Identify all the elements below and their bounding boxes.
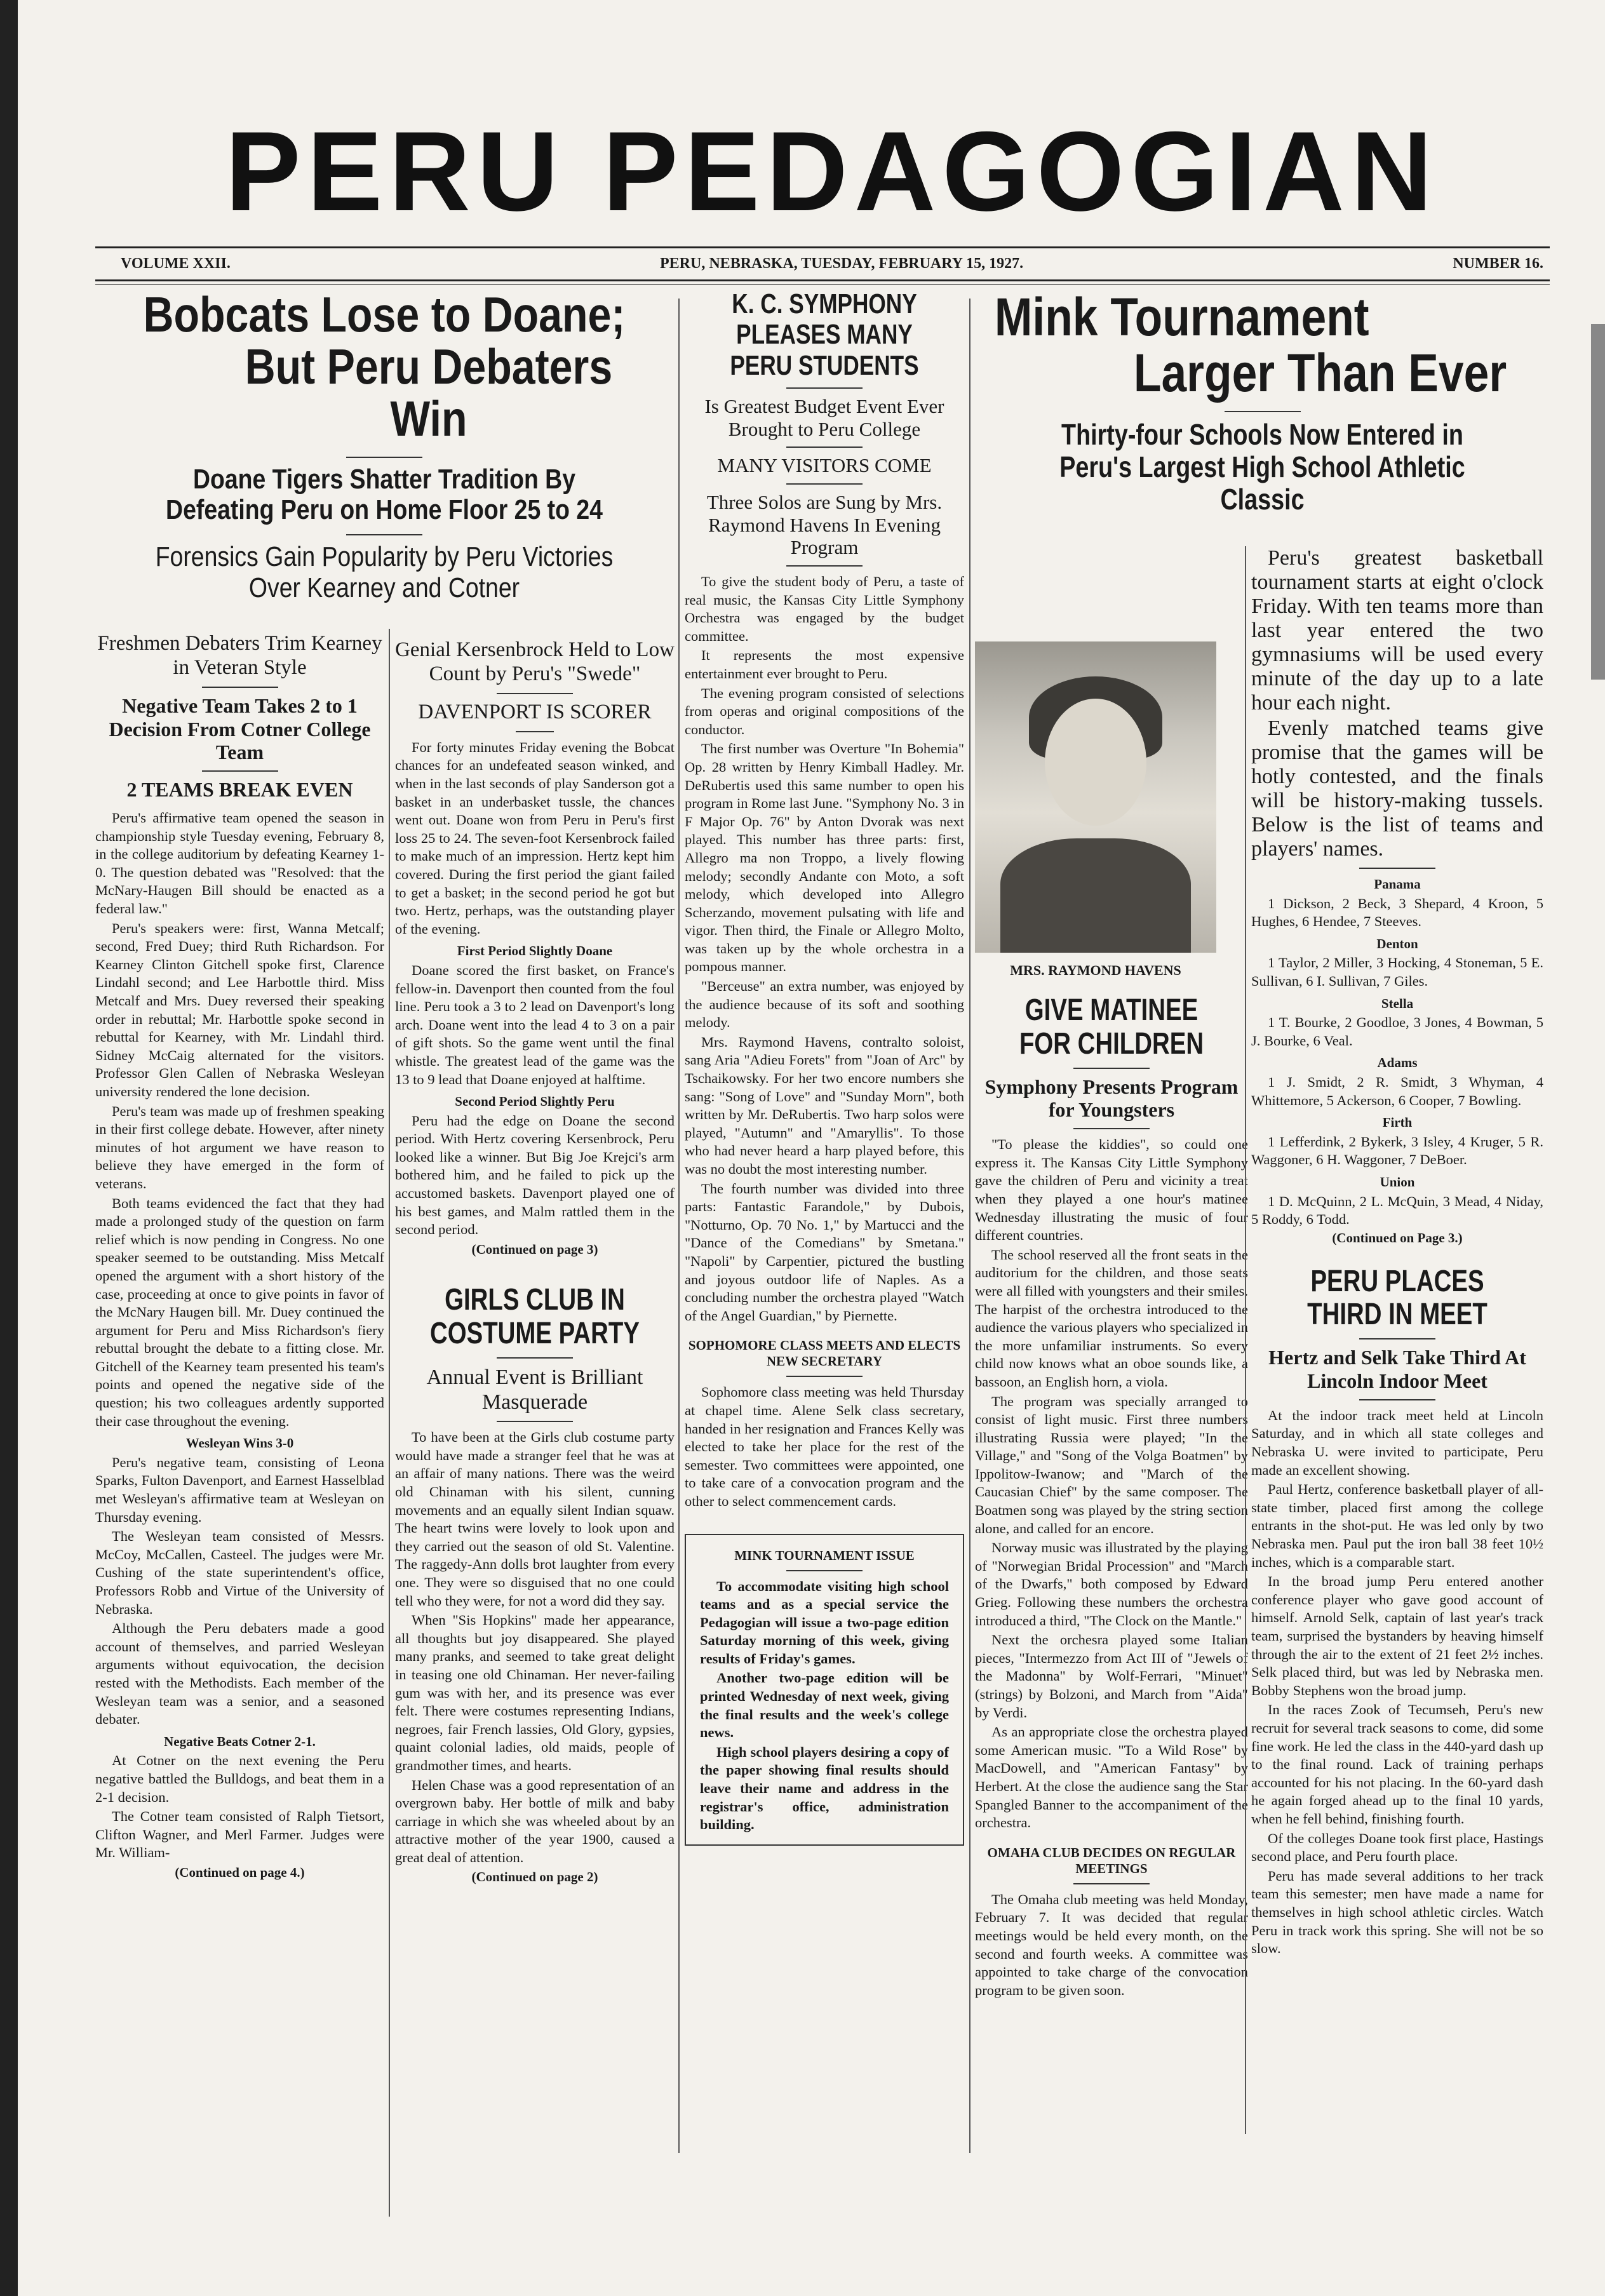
tournament-story: [1251, 546, 1543, 1959]
symphony-dek-1: Is Greatest Budget Event Ever Brought to Peru College: [704, 395, 944, 440]
paragraph: "To please the kiddies", so could one express it. The Kansas City Little Symphony gave the children of Peru and vicinity a treat when they played a one hour's matinee Wednesday illustrating the music of four different countries.: [975, 1136, 1248, 1244]
scrollbar-thumb[interactable]: [1591, 324, 1605, 680]
debate-head-1: Freshmen Debaters Trim Kearney in Veteran Style: [97, 632, 382, 679]
team-players: 1 T. Bourke, 2 Goodloe, 3 Jones, 4 Bowman, 5 J. Bourke, 6 Veal.: [1251, 1014, 1543, 1049]
paragraph: The evening program consisted of selections from operas and original compositions of the conductor.: [685, 685, 964, 737]
sophomore-body: [685, 1383, 964, 1510]
debate-head-3: 2 TEAMS BREAK EVEN: [126, 778, 353, 802]
debate-body: [95, 809, 384, 1881]
symphony-story: [685, 289, 964, 1846]
team-name: Adams: [1377, 1055, 1418, 1071]
paragraph: Peru's speakers were: first, Wanna Metcalf; second, Fred Duey; third Ruth Richardson. For Kearney Clinton Gitchell spoke first, Clarence Lindahl second; and Lee Harbottle third. Miss Metcalf and Mrs. Duey reversed their speaking order in rebuttal; Mr. Harbottle spoke second in rebuttal for Kearney, with Mr. Lindahl third. Sidney McCaig alternated for the visitors. Professor Glen Callen of Nebraska Wesleyan university rendered the lone decision.: [95, 920, 384, 1099]
divider: [1359, 1338, 1435, 1339]
lead-story-banner: [95, 286, 673, 603]
paragraph: To give the student body of Peru, a taste of real music, the Kansas City Little Symphony Orchestra was engaged by the budget committee.: [685, 574, 964, 644]
mink-dek: Thirty-four Schools Now Entered in Peru's Largest High School Athletic Classic: [1059, 418, 1465, 516]
box-headline: MINK TOURNAMENT ISSUE: [734, 1547, 915, 1563]
basketball-body: [395, 739, 675, 1259]
continued-note: (Continued on page 3): [471, 1241, 598, 1257]
lead-headline-2: But Peru Debaters Win: [245, 338, 613, 446]
masthead-rule-top: [95, 246, 1550, 248]
portrait-photo: [975, 641, 1216, 953]
paragraph: As an appropriate close the orchestra played some American music. "To a Wild Rose" by MacDowell, and "American Fantasy" by Herbert. At the close the audience sang the Star Spangled Banner to the accompaniment of the orchestra.: [975, 1724, 1248, 1831]
box-body: [700, 1578, 949, 1834]
divider: [346, 534, 422, 535]
basketball-head-2: DAVENPORT IS SCORER: [418, 700, 652, 723]
symphony-body: [685, 573, 964, 1325]
paragraph: Doane scored the first basket, on France's fellow-in. Davenport then counted from the foul line. Peru took a 3 to 2 lead on Davenport's long arch. Doane went into the lead 4 to 3 on a pair of gift shots. So the game went until the final whistle. The greatest lead of the game was the 13 to 9 lead that Doane enjoyed at halftime.: [395, 962, 675, 1087]
paragraph: Of the colleges Doane took first place, Hastings second place, and Peru fourth place.: [1251, 1830, 1543, 1865]
mink-story-banner: [975, 289, 1550, 515]
team-name: Panama: [1374, 876, 1421, 892]
divider: [1073, 1128, 1150, 1129]
mink-headline-2: Larger Than Ever: [1133, 343, 1507, 403]
paragraph: Although the Peru debaters made a good account of themselves, and parried Wesleyan arguments without equivocation, the decision rested with the Methodists. Each member of the Wesleyan team was a senior, and a seasoned debater.: [95, 1620, 384, 1728]
mink-headline-1: Mink Tournament: [994, 287, 1369, 347]
divider: [346, 457, 422, 458]
paragraph: In the broad jump Peru entered another conference player who gave good account of himself. Arnold Selk, captain of last year's track team, surprised the bystanders by heaving himself through the air to the extent of 21 feet 2½ inches. Selk placed third, but was led by Nebraska men. Bobby Stephens won the broad jump.: [1251, 1573, 1543, 1698]
sophomore-headline: SOPHOMORE CLASS MEETS AND ELECTS NEW SECRETARY: [688, 1338, 961, 1369]
divider: [497, 1357, 573, 1359]
column-rule: [678, 299, 680, 2153]
tournament-intro: [1251, 546, 1543, 861]
team-name: Denton: [1376, 936, 1418, 951]
masthead-rule-bottom: [95, 279, 1550, 281]
matinee-headline: GIVE MATINEE FOR CHILDREN: [1019, 993, 1204, 1061]
paragraph: Peru's greatest basketball tournament starts at eight o'clock Friday. With ten teams more than last year entered the two gymnasiums will be used every minute of the day up to a late hour each night.: [1251, 546, 1543, 715]
paragraph: Peru's affirmative team opened the season in championship style Tuesday evening, February 8, in the college auditorium by defeating Kearney 1-0. The question debated was "Resolved: that the McNary-Haugen Bill should be enacted as a federal law.": [95, 810, 384, 917]
paragraph: For forty minutes Friday evening the Bobcat chances for an undefeated season winked, and when in the last seconds of play Sanderson got a basket in an underbasket tussle, the chances went out. Doane won from Peru in Peru's first loss 25 to 24. The seven-foot Kersenbrock failed to make much of an impression. Hertz kept him covered. During the first period the giant failed to get a basket; in the second period he got but two. Hertz, perhaps, was the outstanding player of the evening.: [395, 739, 675, 937]
continued-note: (Continued on page 2): [471, 1869, 598, 1885]
photo-caption: MRS. RAYMOND HAVENS: [1010, 962, 1181, 978]
divider: [786, 483, 863, 485]
issue-number-label: NUMBER 16.: [1453, 255, 1543, 272]
team-players: 1 Taylor, 2 Miller, 3 Hocking, 4 Stoneman, 5 E. Sullivan, 6 I. Sullivan, 7 Giles.: [1251, 955, 1543, 989]
paragraph: The program was specially arranged to consist of light music. First three numbers illustrating Russia were played; "In the Village," and "Song of the Volga Boatmen" by Ippolitow-Iwanow; and "March of the Caucasian Chief" by the same composer. The Boatmen song was played by the string section alone, and called for an encore.: [975, 1393, 1248, 1536]
continued-note: (Continued on page 4.): [175, 1864, 305, 1880]
masthead: PERU PEDAGOGIAN: [225, 108, 1439, 234]
team-name: Stella: [1381, 995, 1414, 1011]
paragraph: Evenly matched teams give promise that the games will be hotly contested, and the finals will be history-making tussels. Below is the list of teams and players' names.: [1251, 716, 1543, 861]
matinee-dek: Symphony Presents Program for Youngsters: [984, 1075, 1239, 1122]
continued-note: (Continued on Page 3.): [1332, 1230, 1463, 1245]
paragraph: The Cotner team consisted of Ralph Tietsort, Clifton Wagner, and Merl Farmer. Judges were Mr. William-: [95, 1808, 384, 1861]
paragraph: The fourth number was divided into three parts: Fantastic Farandole," by Dubois, "Notturno, Op. 70 No. 1," by Martucci and the "Dance of the Comedians" by Smetana." "Napoli" by Carpentier, pictured the bustling and joyous outdoor life of Naples. As a concluding number the orchestra played "Watch of the Angel Guardian," by Piernette.: [685, 1180, 964, 1324]
paragraph: At Cotner on the next evening the Peru negative battled the Bulldogs, and beat them in a 2-1 decision.: [95, 1752, 384, 1805]
team-players: 1 Dickson, 2 Beck, 3 Shepard, 4 Kroon, 5 Hughes, 6 Hendee, 7 Steeves.: [1251, 895, 1543, 930]
photo-face-shape: [1045, 699, 1146, 826]
symphony-dek-3: Three Solos are Sung by Mrs. Raymond Havens In Evening Program: [706, 491, 943, 559]
paragraph: Peru's team was made up of freshmen speaking in their first college debate. However, after ninety minutes of hot argument we have reason to believe they have emerged in the form of veterans.: [95, 1103, 384, 1192]
paragraph: The Wesleyan team consisted of Messrs. McCoy, McCallen, Casteel. The judges were Mr. Cushing of the state superintendent's office, Professors Robb and Virtue of the University of Nebraska.: [95, 1528, 384, 1617]
divider: [1073, 1883, 1150, 1884]
paragraph: "Berceuse" an extra number, was enjoyed by the audience because of its soft and soothing melody.: [685, 978, 964, 1031]
team-name: Union: [1380, 1174, 1415, 1190]
divider: [786, 1376, 863, 1377]
paragraph: High school players desiring a copy of the paper showing final results should leave their name and address in the registrar's office, administration building.: [700, 1743, 949, 1833]
divider: [202, 687, 278, 688]
paragraph: Both teams evidenced the fact that they had made a prolonged study of the question on farm relief which is now pending in Congress. No one speaker seemed to be outstanding. Miss Metcalf opened the argument with a short history of the case, proceeding at once to give points in favor of the McNary Haugen bill. Mr. Duey continued the argument for Peru and Miss Richardson's fiery rebuttal brought the debate to a fitting close. Mr. Gitchell of the Kearney team presented his team's points and opened the negative side of the question; his two colleagues ardently supported their case throughout the evening.: [95, 1195, 384, 1429]
paragraph: At the indoor track meet held at Lincoln Saturday, and in which all state colleges and Nebraska U. were invited to participate, Peru made an excellent showing.: [1251, 1407, 1543, 1478]
paragraph: In the races Zook of Tecumseh, Peru's new recruit for several track seasons to come, did some fine work. He led the class in the 440-yard dash up to the final round. Lack of training perhaps accounted for his not placing. In the 60-yard dash he again forged ahead up to the final 10 yards, when he fell behind, finishing fourth.: [1251, 1702, 1543, 1827]
divider: [497, 1421, 573, 1422]
page-binding-edge: [0, 0, 18, 2296]
paragraph: Peru had the edge on Doane the second period. With Hertz covering Kersenbrock, Peru looked like a winner. But Big Joe Krejci's arm bothered him, and he failed to pick up the accustomed baskets. Davenport played one of his best games, and Malm rattled them in the second period.: [395, 1112, 675, 1238]
symphony-dek-2: MANY VISITORS COME: [717, 454, 932, 477]
masthead-rule-thin: [95, 284, 1550, 285]
divider: [786, 565, 863, 567]
mink-issue-box: [685, 1534, 964, 1846]
divider: [516, 731, 554, 732]
paragraph: The Omaha club meeting was held Monday, February 7. It was decided that regular meetings would be held every month, on the second and fourth weeks. A committee was appointed to take charge of the convocation program to be given soon.: [975, 1891, 1248, 1998]
column-rule: [969, 299, 970, 2153]
place-date-label: PERU, NEBRASKA, TUESDAY, FEBRUARY 15, 1927.: [660, 255, 1024, 272]
column-rule: [389, 629, 390, 2217]
paragraph: Paul Hertz, conference basketball player of all-state timber, placed first among the college entrants in the shot-put. He was led only by two Nebraska men. Paul put the iron ball 38 feet 10½ inches, which is a comparable start.: [1251, 1481, 1543, 1570]
basketball-head-1: Genial Kersenbrock Held to Low Count by Peru's "Swede": [395, 638, 675, 685]
girls-club-headline: GIRLS CLUB IN COSTUME PARTY: [430, 1283, 640, 1351]
divider: [786, 1570, 863, 1571]
teams-list: [1251, 875, 1543, 1229]
paragraph: Peru's negative team, consisting of Leona Sparks, Fulton Davenport, and Earnest Hasselblad met Wesleyan's affirmative team at Wesleyan on Thursday evening.: [95, 1454, 384, 1525]
paragraph: When "Sis Hopkins" made her appearance, all thoughts but joy disappeared. She played many pranks, and seemed to take great delight in teasing one old Chinaman. Her never-failing gum was with her, and its presence was ever felt. There were costumes representing Indians, negroes, fair French lassies, Old Glory, gypsies, quaint colonial ladies, old maids, people of grandmother times, and hearts.: [395, 1612, 675, 1773]
divider: [202, 770, 278, 772]
paragraph: It represents the most expensive entertainment ever brought to Peru.: [685, 647, 964, 681]
photo-dress-shape: [1000, 838, 1191, 953]
divider: [497, 693, 573, 694]
team-players: 1 D. McQuinn, 2 L. McQuin, 3 Mead, 4 Niday, 5 Roddy, 6 Todd.: [1251, 1193, 1543, 1228]
symphony-headline: K. C. SYMPHONY PLEASES MANY PERU STUDENTS: [730, 288, 919, 381]
divider: [786, 387, 863, 389]
debate-story: [95, 632, 384, 1882]
divider: [1359, 868, 1435, 869]
paragraph: To accommodate visiting high school teams and as a special service the Pedagogian will issue a two-page edition Saturday morning of this week, giving results of Friday's games.: [700, 1578, 949, 1667]
meet-headline: PERU PLACES THIRD IN MEET: [1307, 1264, 1487, 1332]
divider: [1225, 411, 1301, 412]
meet-body: [1251, 1407, 1543, 1958]
team-players: 1 J. Smidt, 2 R. Smidt, 3 Whyman, 4 Whittemore, 5 Ackerson, 6 Cooper, 7 Bowling.: [1251, 1073, 1543, 1108]
paragraph: Mrs. Raymond Havens, contralto soloist, sang Aria "Adieu Forets" from "Joan of Arc" by Tschaikowsky. For her two encore numbers she sang: "Song of Love" and "Sunday Morn", both written by Mr. DeRubertis. Two harp solos were played, "Autumn" and "Amaryllis". To those who had never heard a harp played before, this was no doubt the most interesting number.: [685, 1033, 964, 1178]
divider: [1073, 1068, 1150, 1069]
meet-dek: Hertz and Selk Take Third At Lincoln Indoor Meet: [1268, 1346, 1526, 1393]
lead-dek-1: Doane Tigers Shatter Tradition By Defeating Peru on Home Floor 25 to 24: [166, 463, 603, 526]
lead-dek-2: Forensics Gain Popularity by Peru Victories Over Kearney and Cotner: [155, 541, 614, 603]
paragraph: To have been at the Girls club costume party would have made a stranger feel that he was at an affair of many nations. There was the weird old Chinaman with his silent, cunning movements and an equally silent Indian squaw. The heart twins were lovely to look upon and they carried out the season of old St. Valentine. The raggedy-Ann dolls brot laughter from every one. They were so disguised that no one could tell who they were, for not a word did they say.: [395, 1429, 675, 1609]
divider: [1359, 1399, 1435, 1400]
omaha-headline: OMAHA CLUB DECIDES ON REGULAR MEETINGS: [987, 1844, 1236, 1876]
lead-headline-1: Bobcats Lose to Doane;: [143, 286, 626, 342]
subhead: Negative Beats Cotner 2-1.: [164, 1733, 316, 1749]
team-name: Firth: [1382, 1115, 1413, 1131]
paragraph: The school reserved all the front seats in the auditorium for the children, and those seats were all filled with youngsters and their smiles. The harpist of the orchestra introduced to the audience the various players who specialized in the more unfamiliar instruments. So every child now knows what an oboe sounds like, a bassoon, an English horn, a viola.: [975, 1246, 1248, 1390]
matinee-story: [975, 994, 1248, 2001]
paragraph: Another two-page edition will be printed Wednesday of next week, giving the final results and the week's college news.: [700, 1670, 949, 1741]
paragraph: Helen Chase was a good representation of an overgrown baby. Her bottle of milk and baby carriage in which she was wheeled about by an attractive mother of the year 1900, caused a great deal of attention.: [395, 1776, 675, 1865]
dateline: [121, 255, 1543, 272]
paragraph: Norway music was illustrated by the playing of "Norwegian Bridal Procession" and "March of the Dwarfs," both composed by Edward Grieg. Following these numbers the orchestra introduced a third, "The Clock on the Mantle.": [975, 1540, 1248, 1628]
girls-club-body: [395, 1428, 675, 1886]
girls-club-dek: Annual Event is Brilliant Masquerade: [426, 1366, 643, 1414]
paragraph: Sophomore class meeting was held Thursday at chapel time. Alene Selk class secretary, handed in her resignation and Frances Kelly was elected to take her place for the rest of the semester. Two committees were appointed, one to take care of a convocation program and the other to select commencement cards.: [685, 1384, 964, 1509]
subhead: Wesleyan Wins 3-0: [185, 1435, 294, 1451]
subhead: First Period Slightly Doane: [457, 943, 613, 959]
team-players: 1 Lefferdink, 2 Bykerk, 3 Isley, 4 Kruger, 5 R. Waggoner, 6 H. Waggoner, 7 DeBoer.: [1251, 1133, 1543, 1168]
divider: [786, 446, 863, 448]
paragraph: Peru has made several additions to her track team this semester; men have made a name for themselves in high school athletic circles. Watch Peru in track work this spring. She will not be so slow.: [1251, 1867, 1543, 1957]
subhead: Second Period Slightly Peru: [455, 1094, 615, 1110]
debate-head-2: Negative Team Takes 2 to 1 Decision From Cotner College Team: [109, 694, 371, 764]
column-rule: [1245, 546, 1246, 2134]
paragraph: The first number was Overture "In Bohemia" Op. 28 written by Henry Kimball Hadley. Mr. DeRubertis used this same number to open his program in Rome last June. "Symphony No. 3 in F Major Op. 76" by Anton Dvorak was next played. This number has three parts: first, Allegro ma non Troppo, a lively flowing melody; secondly Andante con Moto, a soft melody, which developed into Allegro Scherzando, movement pulsating with life and vigor. Then third, the Finale or Allegro Molto, was taken up by the whole orchestra in a pompous manner.: [685, 741, 964, 975]
matinee-body: [975, 1136, 1248, 1832]
basketball-story: [395, 638, 675, 1886]
omaha-body: [975, 1891, 1248, 2000]
paragraph: Next the orchesra played some Italian pieces, "Intermezzo from Act III of "Jewels of the Madonna" by Wolf-Ferrari, "Minuet" (strings) by Bolzoni, and March from "Aida" by Verdi.: [975, 1632, 1248, 1721]
volume-label: VOLUME XXII.: [121, 255, 231, 272]
